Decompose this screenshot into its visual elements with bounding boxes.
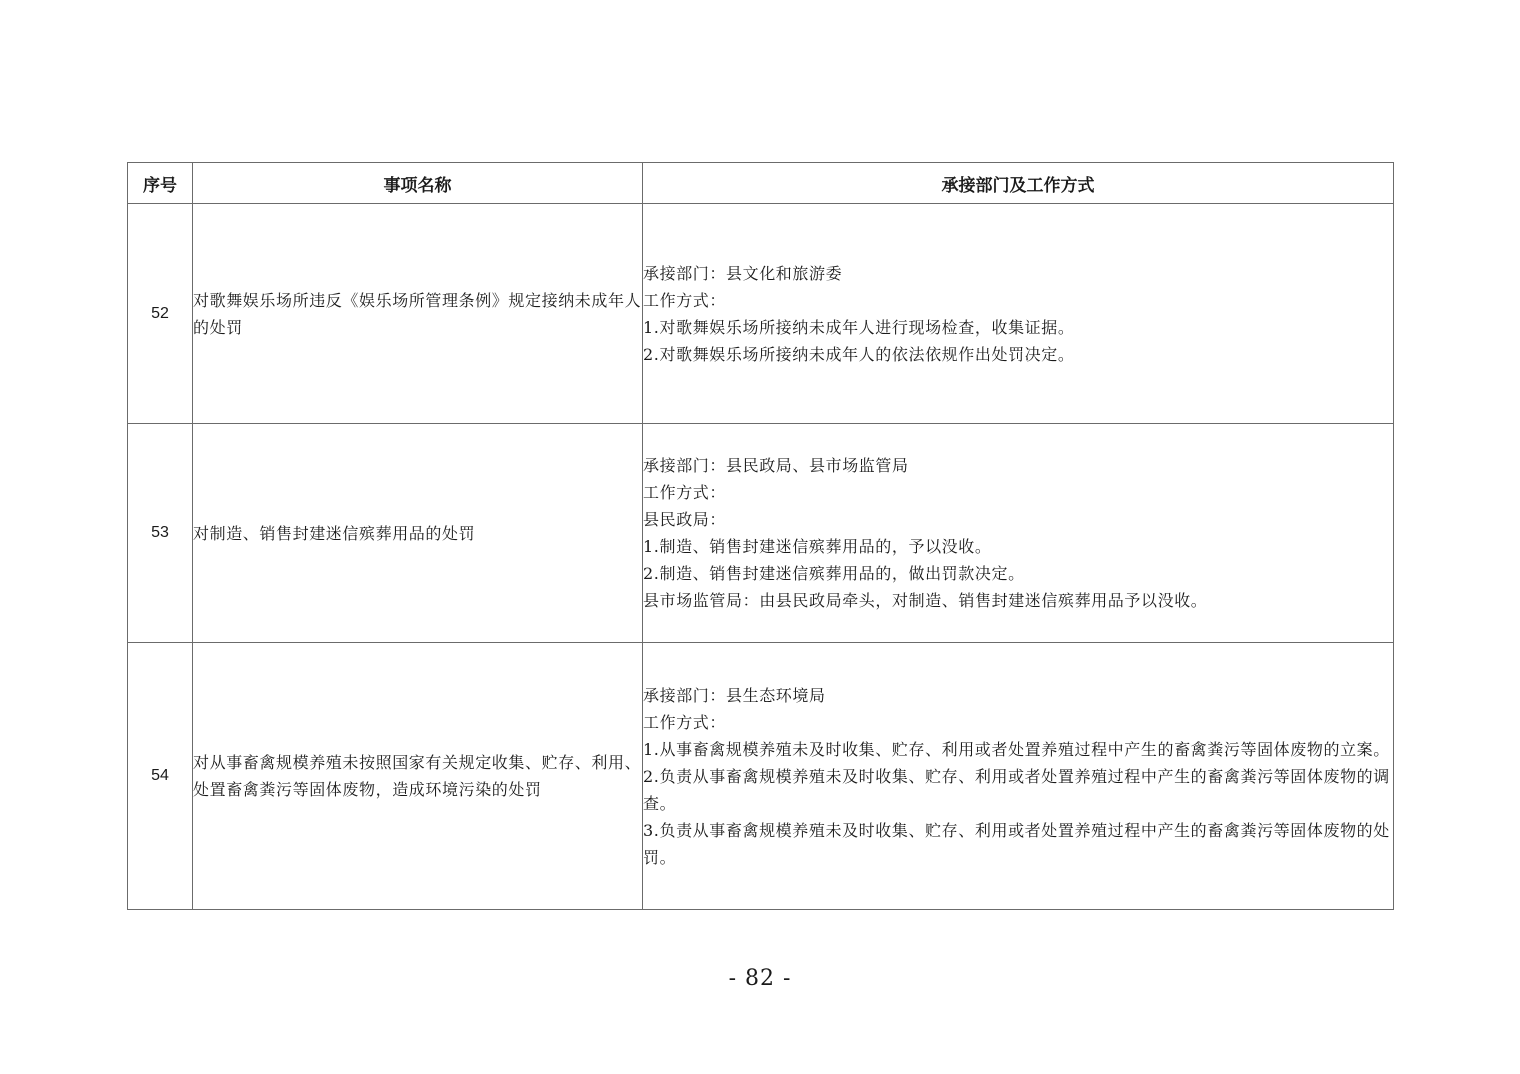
row-item-name: 对从事畜禽规模养殖未按照国家有关规定收集、贮存、利用、处置畜禽粪污等固体废物，造成环境污染的处罚 bbox=[193, 643, 643, 910]
method-line: 1.从事畜禽规模养殖未及时收集、贮存、利用或者处置养殖过程中产生的畜禽粪污等固体废物的立案。 bbox=[643, 739, 1390, 759]
method-line: 2.制造、销售封建迷信殡葬用品的，做出罚款决定。 bbox=[643, 564, 1025, 583]
row-department-method bbox=[643, 424, 1394, 643]
table-row bbox=[128, 204, 1394, 424]
row-item-name: 对制造、销售封建迷信殡葬用品的处罚 bbox=[193, 424, 643, 643]
method-line: 1.对歌舞娱乐场所接纳未成年人进行现场检查，收集证据。 bbox=[643, 317, 1075, 337]
row-department-method bbox=[643, 643, 1394, 910]
row-department-method bbox=[643, 204, 1394, 424]
method-line: 承接部门：县民政局、县市场监管局 bbox=[643, 456, 909, 475]
method-line: 县市场监管局：由县民政局牵头，对制造、销售封建迷信殡葬用品予以没收。 bbox=[643, 591, 1208, 610]
table-row bbox=[128, 424, 1394, 643]
row-item-name: 对歌舞娱乐场所违反《娱乐场所管理条例》规定接纳未成年人的处罚 bbox=[193, 204, 643, 424]
row-serial: 52 bbox=[128, 204, 193, 424]
page-number: - 82 - bbox=[728, 966, 792, 991]
table-row bbox=[128, 643, 1394, 910]
row-serial: 54 bbox=[128, 643, 193, 910]
method-line: 县民政局： bbox=[643, 510, 727, 529]
header-department-method: 承接部门及工作方式 bbox=[643, 163, 1394, 204]
method-line: 承接部门：县文化和旅游委 bbox=[643, 263, 843, 283]
row-serial: 53 bbox=[128, 424, 193, 643]
method-line: 3.负责从事畜禽规模养殖未及时收集、贮存、利用或者处置养殖过程中产生的畜禽粪污等固体废物的处罚。 bbox=[643, 820, 1390, 867]
method-line: 2.负责从事畜禽规模养殖未及时收集、贮存、利用或者处置养殖过程中产生的畜禽粪污等固体废物的调查。 bbox=[643, 766, 1390, 813]
header-item-name: 事项名称 bbox=[193, 163, 643, 204]
method-line: 承接部门：县生态环境局 bbox=[643, 685, 826, 705]
items-table bbox=[127, 162, 1394, 910]
method-line: 工作方式： bbox=[643, 290, 727, 310]
method-line: 1.制造、销售封建迷信殡葬用品的，予以没收。 bbox=[643, 537, 992, 556]
header-serial: 序号 bbox=[128, 163, 193, 204]
method-line: 工作方式： bbox=[643, 712, 727, 732]
table-header-row bbox=[128, 163, 1394, 204]
method-line: 工作方式： bbox=[643, 483, 727, 502]
method-line: 2.对歌舞娱乐场所接纳未成年人的依法依规作出处罚决定。 bbox=[643, 344, 1075, 364]
